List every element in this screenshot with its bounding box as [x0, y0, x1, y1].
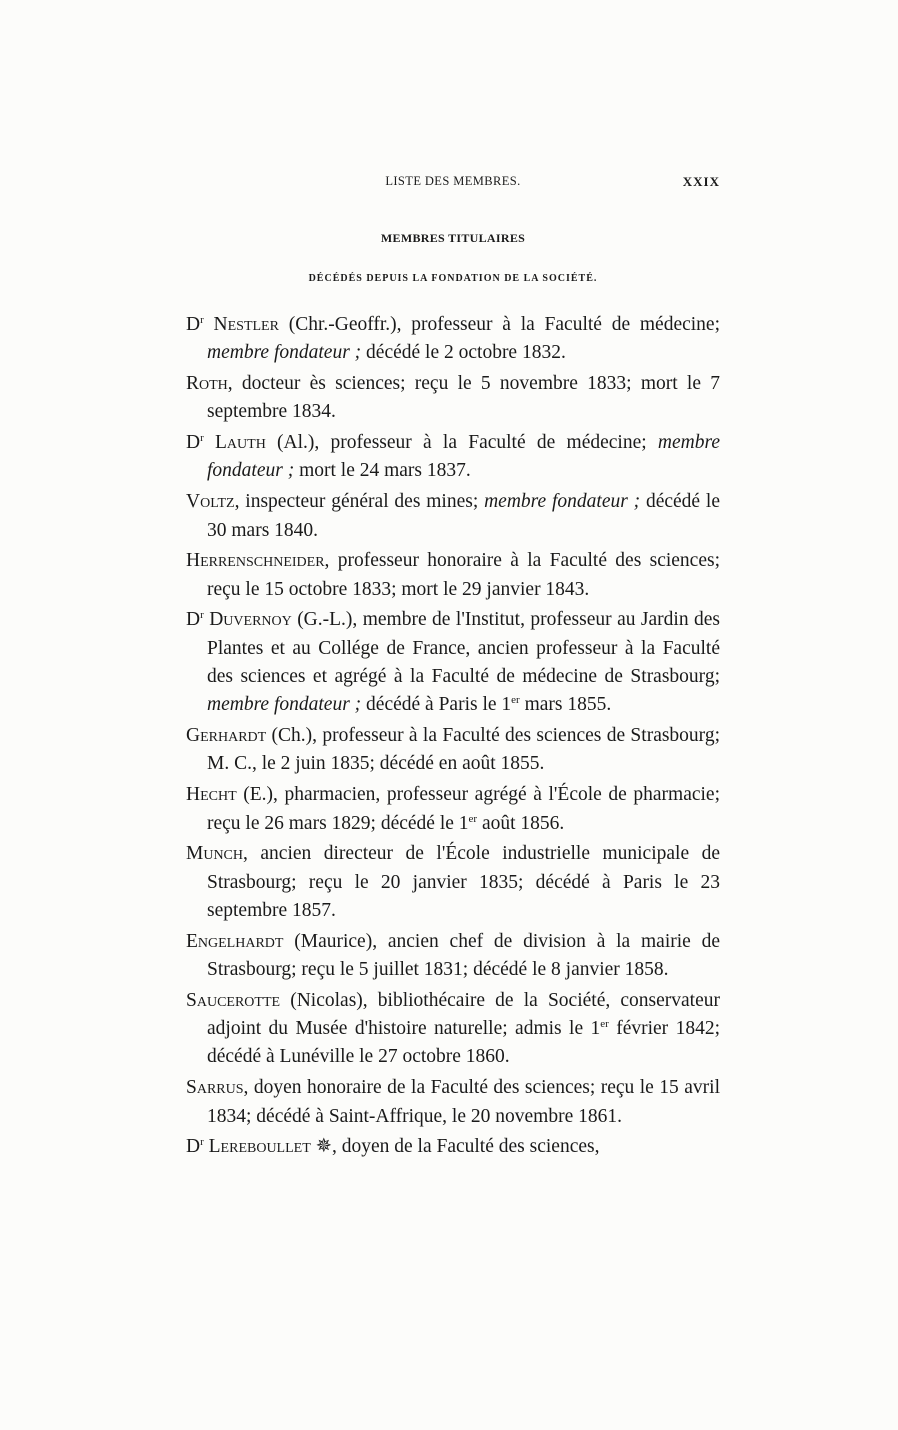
italic-note: membre fondateur ;: [207, 342, 362, 364]
member-entry: [186, 840, 720, 925]
entry-text: , inspecteur général des mines;: [234, 491, 485, 513]
member-entry: [186, 781, 720, 838]
member-name: Lauth: [215, 432, 266, 454]
ordinal-superscript: er: [511, 694, 520, 707]
page-number: XXIX: [682, 174, 720, 189]
entry-text: décédé le 30 mars 1840.: [207, 491, 720, 541]
member-entry: [186, 987, 720, 1072]
italic-note: membre fondateur ;: [484, 491, 641, 513]
member-entry: [186, 1074, 720, 1131]
title-prefix: D: [186, 1136, 201, 1158]
entry-text: (G.-L.), membre de l'Institut, professeur au Jardin des Plantes et au Collége de France, ancien professeur à la Faculté des sciences et agrégé à la Faculté de médecine de Strasbourg;: [207, 609, 721, 688]
member-entry: [186, 311, 720, 368]
member-name: Gerhardt: [186, 725, 267, 747]
entry-text: (Ch.), professeur à la Faculté des sciences de Strasbourg; M. C., le 2 juin 1835; décédé en août 1855.: [207, 725, 720, 775]
member-entry: [186, 1133, 720, 1161]
italic-note: membre fondateur ;: [207, 432, 720, 482]
member-name: Nestler: [213, 314, 279, 335]
member-list: [186, 311, 720, 1164]
entry-text: , professeur honoraire à la Faculté des sciences; reçu le 15 octobre 1833; mort le 29 janvier 1843.: [207, 550, 720, 600]
entry-text: décédé le 2 octobre 1832.: [361, 342, 566, 364]
entry-text: (Maurice), ancien chef de division à la mairie de Strasbourg; reçu le 5 juillet 1831; décédé le 8 janvier 1858.: [207, 930, 720, 981]
ordinal-superscript: er: [600, 1018, 609, 1031]
member-name: Roth: [186, 373, 228, 395]
title-prefix: D: [186, 432, 201, 454]
member-name: Munch: [186, 843, 244, 865]
entry-text: (Nicolas), bibliothécaire de la Société, conservateur adjoint du Musée d'histoire naturelle; admis le 1: [207, 989, 720, 1040]
entry-text: , ancien directeur de l'École industrielle municipale de Strasbourg; reçu le 20 janvier 1835; décédé à Paris le 23 septembre 1857.: [207, 843, 720, 921]
member-entry: [186, 488, 720, 545]
entry-text: (Chr.-Geoffr.), professeur à la Faculté de médecine;: [278, 314, 720, 335]
member-name: Hecht: [186, 784, 237, 806]
entry-text: (Al.), professeur à la Faculté de médecine;: [265, 432, 658, 454]
member-entry: [186, 722, 720, 779]
member-entry: [186, 429, 720, 486]
title-prefix-superscript: r: [200, 1136, 204, 1149]
member-name: Sarrus: [186, 1077, 244, 1099]
member-entry: [186, 928, 720, 985]
entry-text: août 1856.: [477, 812, 565, 834]
section-subtitle: DÉCÉDÉS DEPUIS LA FONDATION DE LA SOCIÉTÉ.: [308, 273, 598, 284]
entry-text: , doyen honoraire de la Faculté des sciences; reçu le 15 avril 1834; décédé à Saint-Affrique, le 20 novembre 1861.: [207, 1077, 720, 1127]
entry-text: mort le 24 mars 1837.: [294, 460, 471, 482]
member-name: Lereboullet: [208, 1136, 311, 1158]
entry-text: (E.), pharmacien, professeur agrégé à l'École de pharmacie; reçu le 26 mars 1829; décédé le 1: [207, 784, 720, 834]
member-name: Voltz: [186, 491, 235, 513]
title-prefix-superscript: r: [200, 609, 204, 622]
title-prefix-superscript: r: [200, 314, 204, 326]
italic-note: membre fondateur ;: [207, 694, 362, 716]
running-head: [186, 174, 720, 194]
ordinal-superscript: er: [468, 812, 478, 825]
title-prefix: D: [186, 314, 201, 335]
entry-text: , docteur ès sciences; reçu le 5 novembre 1833; mort le 7 septembre 1834.: [207, 373, 720, 423]
entry-text: mars 1855.: [519, 694, 612, 716]
member-name: Saucerotte: [186, 989, 281, 1011]
title-prefix-superscript: r: [200, 432, 204, 445]
title-prefix: D: [186, 609, 201, 631]
running-title: LISTE DES MEMBRES.: [385, 174, 521, 188]
entry-text: février 1842; décédé à Lunéville le 27 octobre 1860.: [207, 1018, 720, 1068]
member-name: Duvernoy: [209, 609, 292, 631]
member-entry: [186, 370, 720, 427]
member-entry: [186, 606, 720, 719]
section-title: MEMBRES TITULAIRES: [380, 231, 526, 245]
member-entry: [186, 547, 720, 604]
entry-text: ✵, doyen de la Faculté des sciences,: [310, 1136, 600, 1158]
member-name: Herrenschneider: [186, 550, 325, 572]
entry-text: décédé à Paris le 1: [361, 694, 512, 716]
member-name: Engelhardt: [186, 930, 284, 952]
